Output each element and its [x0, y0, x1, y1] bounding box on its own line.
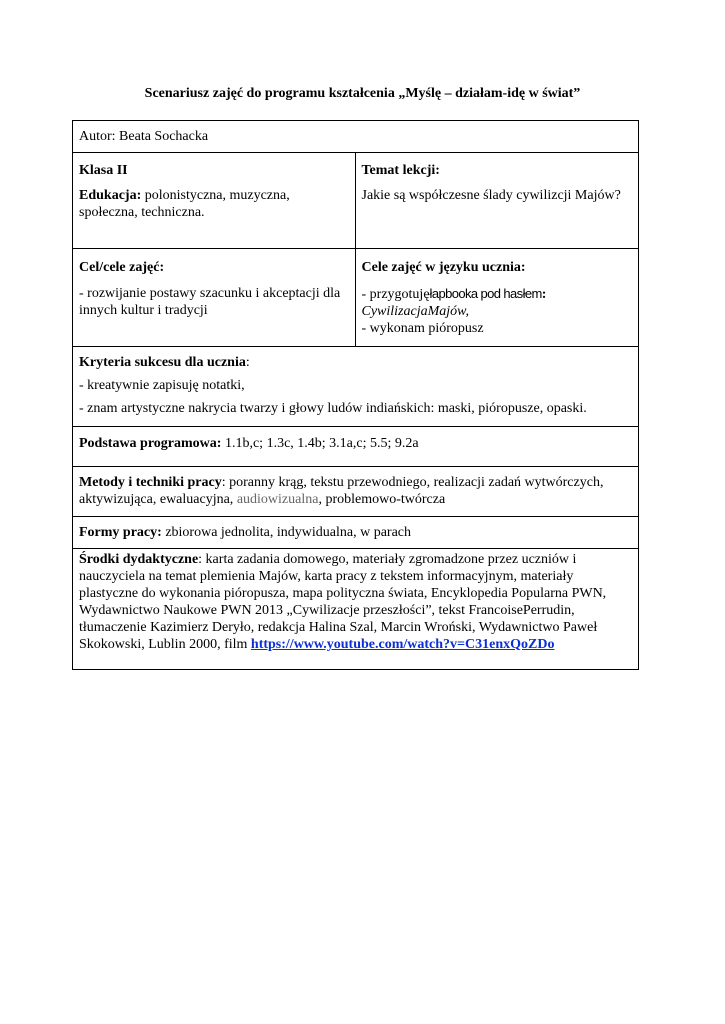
author-cell: [73, 121, 638, 151]
forms-cell: [73, 517, 638, 547]
resources-cell: [73, 549, 638, 659]
goals-cell: [73, 249, 356, 346]
student-goal-prefix: - przygotuję: [361, 287, 430, 302]
student-goals-cell: [356, 249, 639, 346]
topic-cell: [356, 153, 639, 248]
author-text: Autor: Beata Sochacka: [79, 129, 209, 144]
criteria-item-1: - kreatywnie zapisuję notatki,: [79, 378, 245, 393]
methods-value-2: , problemowo-twórcza: [318, 492, 446, 507]
methods-label: Metody i techniki pracy: [79, 475, 222, 490]
topic-label: Temat lekcji:: [361, 163, 440, 178]
criteria-cell: [73, 347, 638, 423]
criteria-row: [72, 346, 639, 426]
goals-value: - rozwijanie postawy szacunku i akceptacji dla innych kultur i tradycji: [79, 286, 341, 318]
resources-row: [72, 548, 639, 670]
criteria-item-2: - znam artystyczne nakrycia twarzy i głowy ludów indiańskich: maski, pióropusze, opaski.: [79, 401, 587, 416]
student-goal-headdress: - wykonam pióropusz: [361, 321, 484, 336]
methods-cell: [73, 467, 638, 514]
forms-value: zbiorowa jednolita, indywidualna, w parach: [161, 525, 412, 540]
curriculum-cell: [73, 427, 638, 458]
goals-label: Cel/cele zajęć:: [79, 260, 165, 275]
resources-label: Środki dydaktyczne: [79, 552, 199, 567]
resources-value: : karta zadania domowego, materiały zgromadzone przez uczniów i nauczyciela na temat plemienia Majów, karta pracy z tekstem informacyjnym, materiały plastyczne do wykonania pióropusza, mapa polityczna świata, Encyklopedia Popularna PWN, Wydawnictwo Naukowe PWN 2013 „Cywilizacje przeszłości”, tekst FrancoisePerrudin, tłumaczenie Kazimierz Deryło, redakcja Halina Szal, Marcin Wroński, Wydawnictwo Paweł Skokowski, Lublin 2000, film: [79, 552, 607, 652]
criteria-colon: :: [245, 355, 250, 370]
film-link[interactable]: https://www.youtube.com/watch?v=C31enxQoZDo: [250, 637, 555, 652]
student-goals-label: Cele zajęć w języku ucznia:: [361, 260, 526, 275]
forms-label: Formy pracy:: [79, 525, 162, 540]
author-row: [72, 120, 639, 152]
topic-value: Jakie są współczesne ślady cywilizcji Majów?: [361, 188, 621, 203]
curriculum-label: Podstawa programowa:: [79, 436, 222, 451]
methods-row: [72, 466, 639, 516]
methods-value-1: : poranny krąg, tekstu przewodniego, realizacji zadań wytwórczych, aktywizująca, ewaluacyjna,: [79, 475, 604, 507]
class-cell: [73, 153, 356, 248]
curriculum-value: 1.1b,c; 1.3c, 1.4b; 3.1a,c; 5.5; 9.2a: [221, 436, 419, 451]
methods-value-audiovisual: audiowizualna: [236, 492, 319, 507]
education-label: Edukacja:: [79, 188, 142, 203]
student-goal-colon: :: [541, 287, 547, 302]
lesson-table: [72, 120, 639, 670]
class-topic-row: [72, 152, 639, 248]
student-goal-lapbook: łapbooka pod hasłem: [429, 286, 542, 301]
forms-row: [72, 516, 639, 548]
class-label: Klasa II: [79, 163, 128, 178]
goals-row: [72, 248, 639, 346]
document-title: Scenariusz zajęć do programu kształcenia „Myślę – działam-idę w świat”: [144, 86, 581, 101]
curriculum-row: [72, 426, 639, 466]
education-value: polonistyczna, muzyczna, społeczna, techniczna.: [79, 188, 290, 220]
student-goal-theme: CywilizacjaMajów,: [361, 304, 469, 319]
criteria-label: Kryteria sukcesu dla ucznia: [79, 355, 246, 370]
